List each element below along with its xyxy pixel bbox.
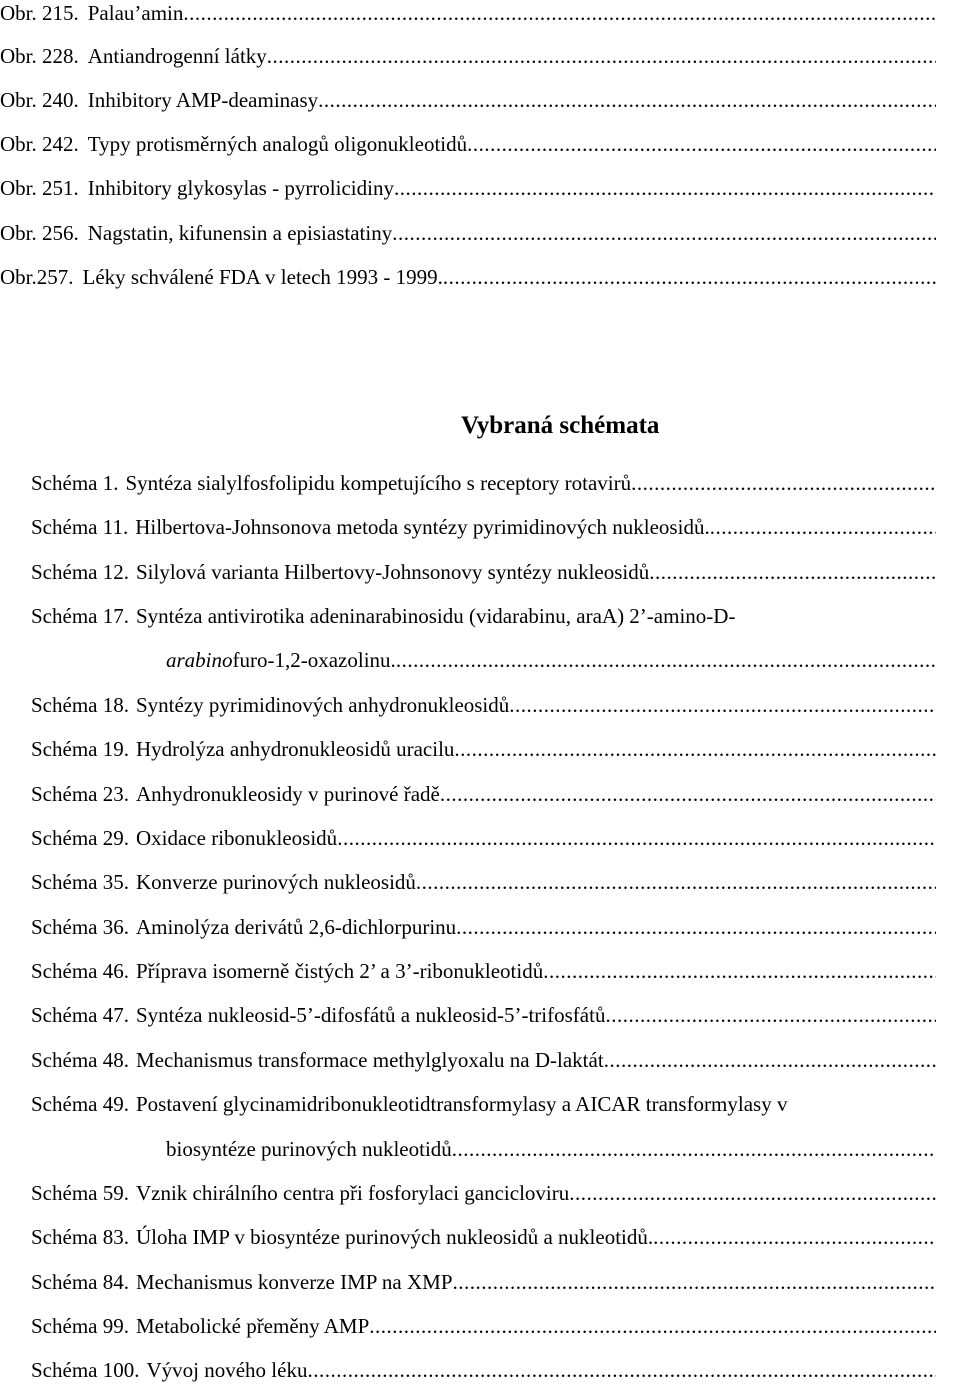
entry-title: Úloha IMP v biosyntéze purinových nukleosidů a nukleotidů. — [135, 1225, 654, 1249]
entry-title: Inhibitory AMP-deaminasy — [87, 88, 319, 112]
dot-leader — [454, 736, 936, 762]
scheme-entry — [31, 1047, 936, 1073]
dot-leader — [569, 1180, 936, 1206]
entry-title: Oxidace ribonukleosidů — [135, 826, 338, 850]
entry-title: Příprava isomerně čistých 2’ a 3’-ribonukleotidů — [135, 959, 544, 983]
entry-title: Anhydronukleosidy v purinové řadě — [135, 782, 440, 806]
entry-title: Syntéza sialylfosfolipidu kompetujícího s receptory rotavirů — [125, 471, 632, 495]
scheme-entry — [31, 692, 936, 718]
entry-title: Aminolýza derivátů 2,6-dichlorpurinu — [135, 915, 457, 939]
entry-number: Obr. 240. — [0, 88, 79, 112]
entry-title: Postavení glycinamidribonukleotidtransformylasy a AICAR transformylasy v — [135, 1092, 788, 1116]
entry-title: Hilbertova-Johnsonova metoda syntézy pyrimidinových nukleosidů. — [135, 515, 710, 539]
entry-title: Nagstatin, kifunensin a episiastatiny — [87, 221, 393, 245]
scheme-entry — [31, 1091, 960, 1117]
dot-leader — [416, 869, 936, 895]
entry-number: Obr. 251. — [0, 176, 79, 200]
entry-title-continued: furo-1,2-oxazolinu. — [232, 648, 396, 672]
dot-leader — [543, 958, 936, 984]
entry-title: Konverze purinových nukleosidů — [135, 870, 416, 894]
scheme-entry — [31, 1313, 936, 1339]
entry-title: Inhibitory glykosylas - pyrrolicidiny — [87, 176, 394, 200]
entry-number: Schéma 29. — [31, 826, 129, 850]
entry-title: Antiandrogenní látky — [87, 44, 267, 68]
scheme-entry — [31, 781, 936, 807]
entry-title: Hydrolýza anhydronukleosidů uracilu — [135, 737, 455, 761]
scheme-entry-continuation — [166, 1136, 936, 1162]
scheme-entry — [31, 825, 936, 851]
scheme-entry — [31, 1180, 936, 1206]
dot-leader — [392, 220, 936, 246]
entry-number: Obr. 228. — [0, 44, 79, 68]
scheme-entry — [31, 559, 936, 585]
entry-number: Schéma 23. — [31, 782, 129, 806]
entry-title: Vývoj nového léku — [146, 1358, 308, 1382]
dot-leader — [440, 781, 936, 807]
entry-title: Mechanismus transformace methylglyoxalu na D-laktát — [135, 1048, 604, 1072]
entry-number: Obr. 215. — [0, 1, 79, 25]
entry-title: Vznik chirálního centra při fosforylaci gancicloviru — [135, 1181, 570, 1205]
dot-leader — [649, 559, 936, 585]
entry-number: Schéma 35. — [31, 870, 129, 894]
scheme-entry — [31, 1357, 936, 1383]
entry-title: Metabolické přeměny AMP — [135, 1314, 370, 1338]
dot-leader — [456, 914, 936, 940]
entry-number: Schéma 11. — [31, 515, 129, 539]
dot-leader — [307, 1357, 936, 1383]
dot-leader — [394, 175, 936, 201]
entry-title: Syntéza nukleosid-5’-difosfátů a nukleosid-5’-trifosfátů — [135, 1003, 606, 1027]
scheme-entry — [31, 869, 936, 895]
dot-leader — [605, 1002, 936, 1028]
entry-number: Schéma 99. — [31, 1314, 129, 1338]
entry-title-italic: arabino — [166, 648, 233, 672]
entry-number: Schéma 83. — [31, 1225, 129, 1249]
dot-leader — [267, 43, 936, 69]
entry-number: Schéma 18. — [31, 693, 129, 717]
entry-number: Obr. 242. — [0, 132, 79, 156]
figure-entry — [0, 87, 936, 113]
dot-leader — [318, 87, 936, 113]
entry-number: Schéma 49. — [31, 1092, 129, 1116]
figure-entry — [0, 43, 936, 69]
entry-number: Schéma 100. — [31, 1358, 140, 1382]
entry-number: Obr.257. — [0, 265, 74, 289]
dot-leader — [452, 1136, 936, 1162]
scheme-entry-continuation — [166, 647, 936, 673]
scheme-entry — [31, 514, 936, 540]
entry-title: Syntézy pyrimidinových anhydronukleosidů — [135, 693, 510, 717]
dot-leader — [183, 0, 936, 26]
entry-title: Léky schválené FDA v letech 1993 - 1999. — [82, 265, 443, 289]
entry-number: Schéma 1. — [31, 471, 119, 495]
entry-number: Schéma 46. — [31, 959, 129, 983]
entry-number: Obr. 256. — [0, 221, 79, 245]
entry-number: Schéma 48. — [31, 1048, 129, 1072]
entry-number: Schéma 36. — [31, 915, 129, 939]
scheme-entry — [31, 914, 936, 940]
figure-entry — [0, 264, 936, 290]
dot-leader — [710, 514, 936, 540]
dot-leader — [631, 470, 936, 496]
scheme-entry — [31, 1269, 936, 1295]
dot-leader — [443, 264, 936, 290]
dot-leader — [653, 1224, 936, 1250]
scheme-entry — [31, 736, 936, 762]
entry-number: Schéma 19. — [31, 737, 129, 761]
entry-title: Mechanismus konverze IMP na XMP — [135, 1270, 453, 1294]
scheme-entry — [31, 1002, 936, 1028]
dot-leader — [467, 131, 936, 157]
dot-leader — [396, 647, 936, 673]
scheme-entry — [31, 1224, 936, 1250]
figure-entry — [0, 0, 936, 26]
figure-entry — [0, 220, 936, 246]
entry-title: Syntéza antivirotika adeninarabinosidu (vidarabinu, araA) 2’-amino-D- — [135, 604, 736, 628]
dot-leader — [337, 825, 936, 851]
entry-number: Schéma 47. — [31, 1003, 129, 1027]
entry-number: Schéma 17. — [31, 604, 129, 628]
dot-leader — [369, 1313, 936, 1339]
figure-entry — [0, 175, 936, 201]
figure-entry — [0, 131, 936, 157]
entry-number: Schéma 12. — [31, 560, 129, 584]
entry-title: Palau’amin — [87, 1, 184, 25]
entry-number: Schéma 84. — [31, 1270, 129, 1294]
entry-number: Schéma 59. — [31, 1181, 129, 1205]
entry-title: Typy protisměrných analogů oligonukleotidů — [87, 132, 468, 156]
entry-title-continued: biosyntéze purinových nukleotidů — [166, 1137, 452, 1161]
scheme-entry — [31, 470, 936, 496]
dot-leader — [509, 692, 936, 718]
entry-title: Silylová varianta Hilbertovy-Johnsonovy syntézy nukleosidů — [135, 560, 650, 584]
section-heading: Vybraná schémata — [461, 412, 660, 439]
scheme-entry — [31, 603, 936, 629]
dot-leader — [604, 1047, 936, 1073]
scheme-entry — [31, 958, 936, 984]
dot-leader — [453, 1269, 937, 1295]
